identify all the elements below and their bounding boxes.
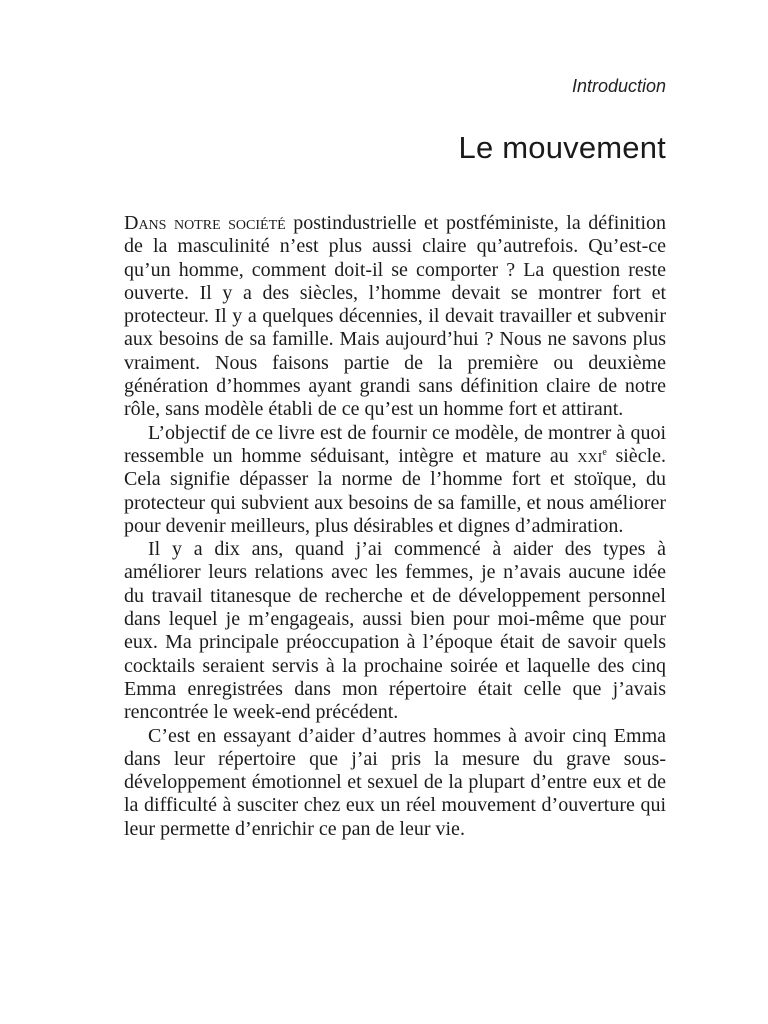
section-label: Introduction <box>571 76 666 96</box>
paragraph-4: C’est en essayant d’aider d’autres hommes à avoir cinq Emma dans leur répertoire que j’ai pris la mesure du grave sous-développement émotionnel et sexuel de la plupart d’entre eux et de la difficulté à susciter chez eux un réel mouvement d’ouverture qui leur permette d’enrichir ce pan de leur vie. <box>124 724 666 840</box>
chapter-title: Le mouvement <box>458 130 666 165</box>
century-superscript: e <box>602 446 607 458</box>
paragraph-1 <box>124 212 666 422</box>
paragraph-2-text-before: L’objectif de ce livre est de fournir ce modèle, de montrer à quoi ressemble un homme séduisant, intègre et mature au <box>124 421 666 467</box>
century-numeral: xxi <box>577 444 603 467</box>
paragraph-lead-in: Dans notre société <box>124 212 286 234</box>
paragraph-2 <box>124 422 666 538</box>
paragraph-3: Il y a dix ans, quand j’ai commencé à aider des types à améliorer leurs relations avec les femmes, je n’avais aucune idée du travail titanesque de recherche et de développement personnel dans lequel je m’engageais, aussi bien pour moi-même que pour eux. Ma principale préoccupation à l’époque était de savoir quels cocktails seraient servis à la prochaine soirée et laquelle des cinq Emma enregistrées dans mon répertoire était celle que j’avais rencontrée le week-end précédent. <box>124 538 666 724</box>
body-text <box>124 212 666 841</box>
paragraph-1-text: postindustrielle et postféministe, la définition de la masculinité n’est plus aussi claire qu’autrefois. Qu’est-ce qu’un homme, comment doit-il se comporter ? La question reste ouverte. Il y a des siècles, l’homme devait se montrer fort et protecteur. Il y a quelques décennies, il devait travailler et subvenir aux besoins de sa famille. Mais aujourd’hui ? Nous ne savons plus vraiment. Nous faisons partie de la première ou deuxième génération d’hommes ayant grandi sans définition claire de notre rôle, sans modèle établi de ce qu’est un homme fort et attirant. <box>124 212 666 421</box>
paragraph-2-text-after: siècle. Cela signifie dépasser la norme de l’homme fort et stoïque, du protecteur qui subvient aux besoins de sa famille, et nous améliorer pour devenir meilleurs, plus désirables et dignes d’admiration. <box>124 444 666 537</box>
